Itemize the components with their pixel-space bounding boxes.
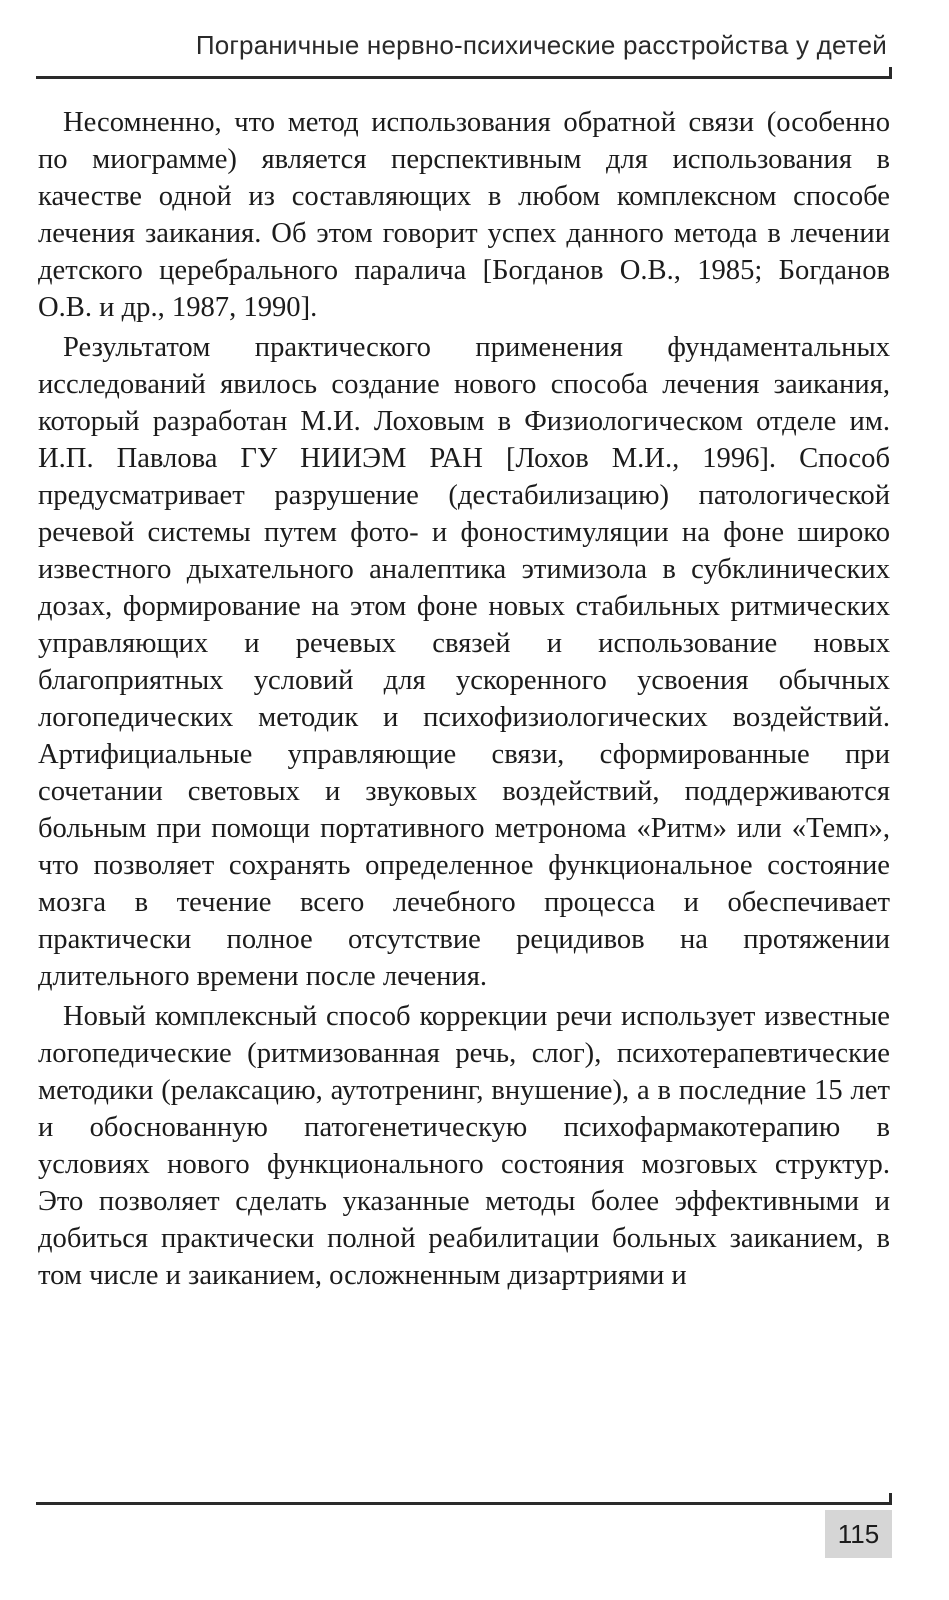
running-head: Пограничные нервно-психические расстройства у детей — [195, 30, 887, 60]
footer-rule-tick — [889, 1493, 892, 1505]
header-rule-tick — [889, 67, 892, 79]
body-text — [38, 104, 890, 1294]
paragraph-3: Новый комплексный способ коррекции речи использует известные логопедические (ритмизованная речь, слог), психотерапевтические методики (релаксацию, аутотренинг, внушение), а в последние 15 лет и обоснованную патогенетическую психофармакотерапию в условиях нового функционального состояния мозговых структур. Это позволяет сделать указанные методы более эффективными и добиться практически полной реабилитации больных заиканием, в том числе и заиканием, осложненным дизартриями и — [38, 1001, 890, 1291]
paragraph-2: Результатом практического применения фундаментальных исследований явилось создание нового способа лечения заикания, который разработан М.И. Лоховым в Физиологическом отделе им. И.П. Павлова ГУ НИИЭМ РАН [Лохов М.И., 1996]. Способ предусматривает разрушение (дестабилизацию) патологической речевой системы путем фото- и фоностимуляции на фоне широко известного дыхательного аналептика этимизола в субклинических дозах, формирование на этом фоне новых стабильных ритмических управляющих и речевых связей и использование новых благоприятных условий для ускоренного усвоения обычных логопедических методик и психофизиологических воздействий. Артифициальные управляющие связи, сформированные при сочетании световых и звуковых воздействий, поддерживаются больным при помощи портативного метронома «Ритм» или «Темп», что позволяет сохранять определенное функциональное состояние мозга в течение всего лечебного процесса и обеспечивает практически полное отсутствие рецидивов на протяжении длительного времени после лечения. — [38, 332, 890, 992]
footer-rule — [36, 1502, 892, 1505]
page-number: 115 — [825, 1510, 892, 1558]
paragraph-1: Несомненно, что метод использования обратной связи (особенно по миограмме) является перспективным для использования в качестве одной из составляющих в любом комплексном способе лечения заикания. Об этом говорит успех данного метода в лечении детского церебрального паралича [Богданов О.В., 1985; Богданов О.В. и др., 1987, 1990]. — [38, 107, 890, 323]
header-rule — [36, 76, 892, 79]
